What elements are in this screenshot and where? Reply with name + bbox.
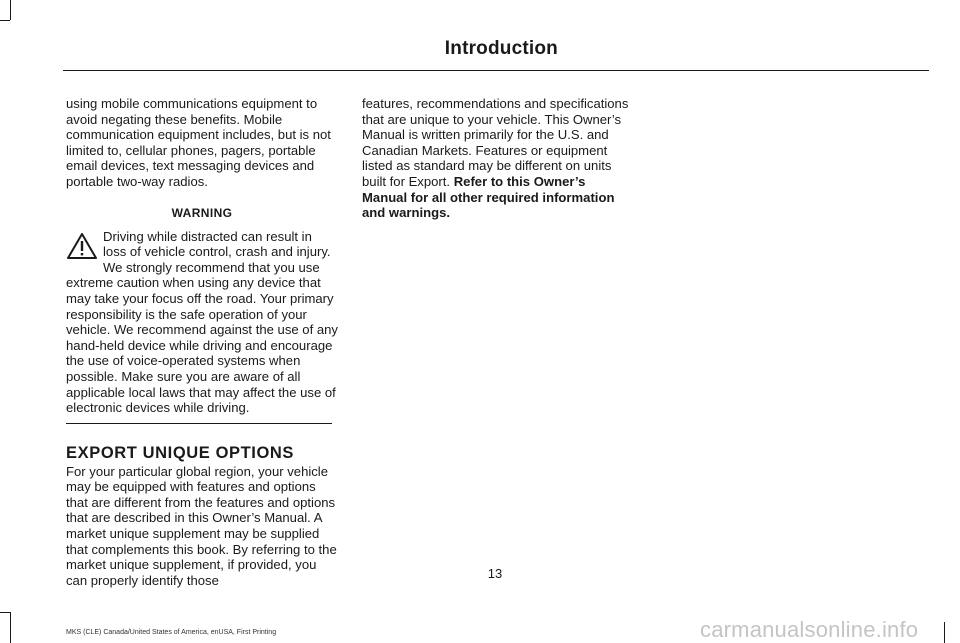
crop-mark-bottom-right-vertical xyxy=(944,622,945,643)
warning-rule xyxy=(66,423,332,424)
page-header-title: Introduction xyxy=(444,38,558,59)
warning-triangle-icon xyxy=(66,231,98,261)
crop-mark-bottom-left-horizontal xyxy=(0,612,10,613)
page-number: 13 xyxy=(487,566,503,581)
right-paragraph xyxy=(362,96,634,221)
right-column xyxy=(362,96,634,221)
intro-paragraph: using mobile communications equipment to avoid negating these benefits. Mobile communication equipment includes, but is not limited to, cellular phones, pagers, portable email devices, text messaging devices and portable two-way radios. xyxy=(66,96,331,189)
crop-mark-top-left-vertical xyxy=(10,0,11,20)
left-column xyxy=(66,96,338,588)
warning-text: Driving while distracted can result in loss of vehicle control, crash and injury. We strongly recommend that you use extreme caution when using any device that may take your focus off the road. Your primary responsibility is the safe operation of your vehicle. We recommend against the use of any hand-held device while driving and encourage the use of voice-operated systems when possible. Make sure you are aware of all applicable local laws that may affect the use of electronic devices while driving. xyxy=(66,228,338,416)
crop-mark-bottom-left-vertical xyxy=(10,612,11,643)
section-heading: EXPORT UNIQUE OPTIONS xyxy=(66,443,295,462)
watermark: carmanualsonline.info xyxy=(700,617,919,642)
right-paragraph-text: features, recommendations and specifications that are unique to your vehicle. This Owner’s Manual is written primarily for the U.S. and Canadian Markets. Features or equipment listed as standard may be different on units built for Export. xyxy=(362,96,629,189)
warning-title: WARNING xyxy=(171,205,233,220)
crop-mark-top-left-horizontal xyxy=(0,20,10,21)
warning-box xyxy=(66,229,338,416)
header-rule xyxy=(63,70,929,71)
section-paragraph: For your particular global region, your vehicle may be equipped with features and options that are different from the features and options that are described in this Owner’s Manual. A market unique supplement may be supplied that complements this book. By referring to the market unique supplement, if provided, you can properly identify those xyxy=(66,463,337,588)
footer-text: MKS (CLE) Canada/United States of America, enUSA, First Printing xyxy=(66,629,277,636)
right-paragraph-bold-text: Refer to this Owner’s Manual for all other required information and warnings. xyxy=(362,173,615,221)
